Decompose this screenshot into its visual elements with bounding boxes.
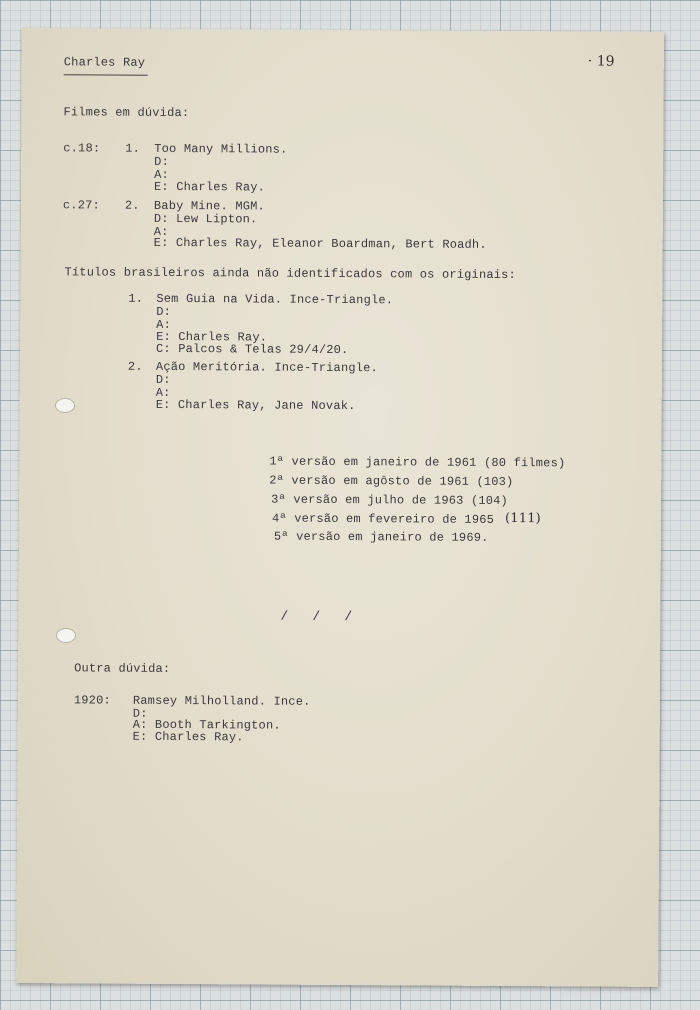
entry-number: 1. (125, 141, 141, 156)
entry-title: Sem Guia na Vida. Ince-Triangle. (156, 291, 394, 308)
version-line: 1ª versão em janeiro de 1961 (80 filmes) (269, 454, 566, 471)
punch-hole (55, 398, 75, 413)
handwritten-count: (111) (504, 510, 542, 527)
version-line: 4ª versão em fevereiro de 1965 (271, 511, 495, 527)
entry-cast: E: Charles Ray, Eleanor Boardman, Bert Roadh. (153, 235, 487, 252)
document-page (16, 28, 664, 987)
other-doubt-cast: E: Charles Ray. (132, 729, 244, 745)
entry-title: Too Many Millions. (154, 141, 288, 157)
entry-author: A: (153, 224, 169, 239)
other-doubt-author: A: Booth Tarkington. (132, 717, 281, 733)
doubt-films-title: Filmes em dúvida: (63, 105, 190, 121)
page-number: · 19 (587, 53, 615, 70)
entry-number: 1. (128, 291, 144, 306)
entry-title: Baby Mine. MGM. (153, 198, 265, 214)
entry-director: D: (155, 372, 171, 387)
entry-number: 2. (127, 359, 143, 374)
entry-cast: E: Charles Ray. (156, 329, 268, 345)
version-line: 5ª versão em janeiro de 1969. (273, 529, 489, 545)
version-line: 2ª versão em agôsto de 1961 (103) (269, 473, 514, 490)
entry-ref: c.18: (63, 141, 101, 156)
entry-source: C: Palcos & Telas 29/4/20. (156, 341, 349, 358)
other-doubt-title: Outra dúvida: (74, 661, 171, 676)
entry-author: A: (154, 167, 169, 182)
entry-cast: E: Charles Ray. (153, 179, 266, 195)
punch-hole (56, 628, 76, 643)
entry-cast: E: Charles Ray, Jane Novak. (155, 397, 356, 414)
entry-author: A: (156, 317, 172, 332)
entry-author: A: (155, 385, 171, 400)
entry-title: Ação Meritória. Ince-Triangle. (155, 359, 379, 376)
separator-marks: / / / (280, 608, 353, 625)
header-underline (64, 74, 148, 76)
entry-number: 2. (124, 198, 140, 213)
version-line: 3ª versão em julho de 1963 (104) (271, 492, 509, 509)
header-name: Charles Ray (63, 55, 146, 70)
other-doubt-year: 1920: (73, 693, 111, 708)
entry-director: D: (154, 154, 170, 169)
entry-director: D: (156, 304, 172, 319)
brazilian-titles-title: Títulos brasileiros ainda não identificados com os originais: (64, 265, 517, 283)
other-doubt-film-title: Ramsey Milholland. Ince. (132, 693, 311, 709)
entry-ref: c.27: (62, 198, 100, 213)
other-doubt-director: D: (132, 706, 148, 721)
entry-director: D: Lew Lipton. (153, 211, 258, 227)
